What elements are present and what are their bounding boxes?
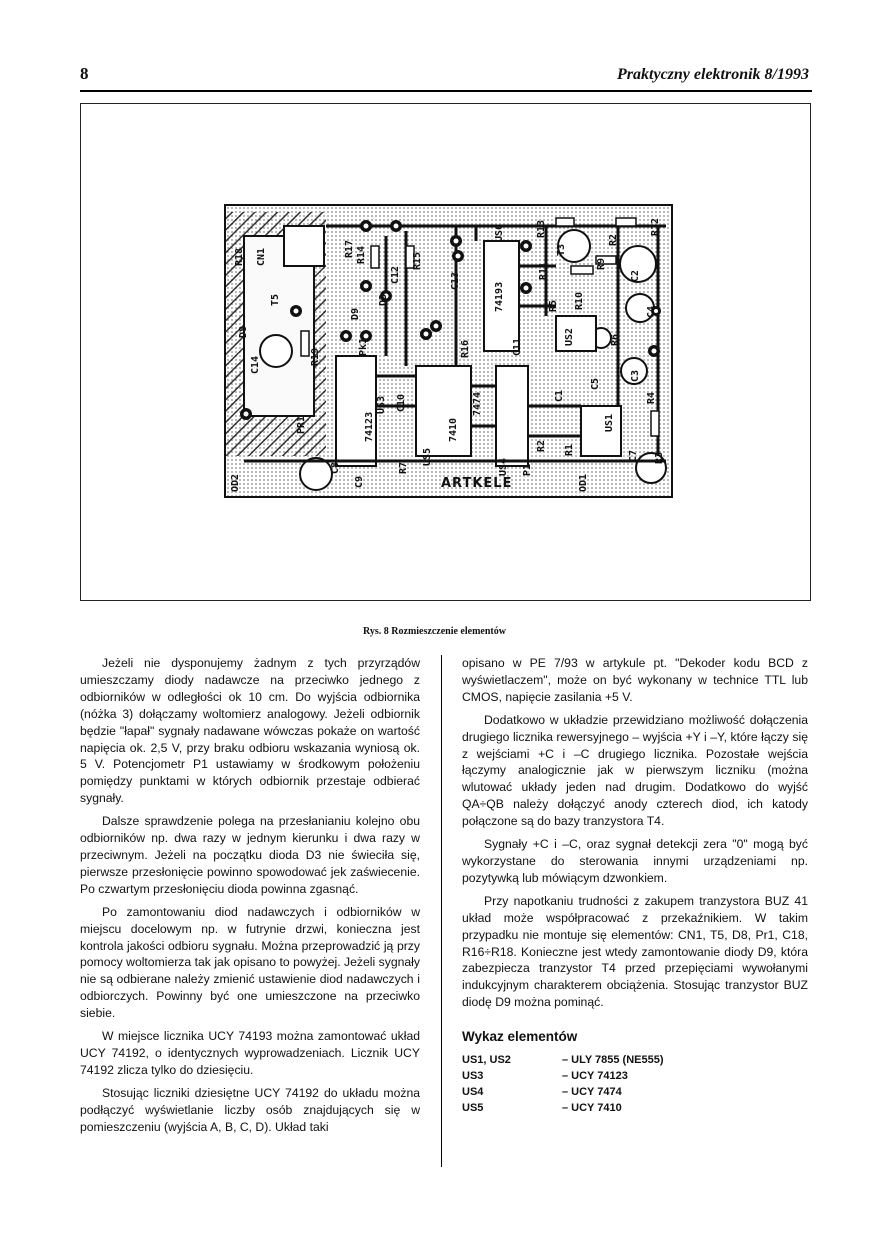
part-ref: US1, US2 (462, 1054, 511, 1067)
pcb-label: C8 (330, 461, 341, 474)
part-ref: US4 (462, 1086, 484, 1099)
pcb-label: R10 (574, 291, 585, 310)
pcb-label: C14 (250, 355, 261, 374)
pcb-label: D3 (378, 293, 389, 306)
pcb-label: R16 (460, 339, 471, 358)
paragraph: Stosując liczniki dziesiętne UCY 74192 do układu można podłączyć wyświetlanie liczby osób znajdujących się w pomieszczeniu (wyjścia A, B, C, D). Układ taki (80, 1085, 420, 1134)
paragraph: W miejsce licznika UCY 74193 można zamontować układ UCY 74192, o identycznych wyprowadzeniach. Licznik UCY 74192 zlicza tylko do dziesięciu. (80, 1029, 420, 1077)
pcb-label: OD2 (230, 473, 241, 492)
pcb-label: R3 (654, 451, 665, 464)
pcb-label: D8 (238, 325, 249, 338)
pcb-label: 74193 (494, 281, 505, 312)
column-divider (441, 655, 442, 1167)
paragraph: Dalsze sprawdzenie polega na przesłanianiu kolejno obu odbiorników np. dwa razy w jednym kierunku i dwa razy w przeciwnym. Jeżeli na początku dioda D3 nie świeciła się, pierwsze przesłonięcie powinno spowodować jek zaświecenie. Po czwartym przesłonięciu dioda powinna zgasnąć. (80, 814, 420, 896)
part-value: – ULY 7855 (NE555) (562, 1054, 664, 1067)
pcb-label: Pk1 (358, 337, 369, 356)
pcb-label: CN1 (256, 247, 267, 266)
pcb-label: R18 (234, 247, 245, 266)
paragraph: Po zamontowaniu diod nadawczych i odbiorników w miejscu docelowym np. w futrynie drzwi, konieczna jest kontrola jakości odbioru sygnału. Można przeprowadzić ją przy pomocy woltomierza tak jak opisano to powyżej. Jeżeli sygnały nie są odbierane należy zmienić ustawienie diod nadawczych i odbiorczych. Powinny być one umieszczone na przeciwko siebie. (80, 904, 420, 1021)
pcb-label: R17 (344, 239, 355, 258)
pcb-label: C13 (450, 271, 461, 290)
page-number: 8 (80, 64, 89, 83)
parts-row (462, 1068, 808, 1084)
pcb-label: T5 (270, 293, 281, 306)
part-ref: US3 (462, 1070, 484, 1083)
paragraph: Jeżeli nie dysponujemy żadnym z tych przyrządów umieszczamy diody nadawcze na przeciwko jednego z odbiorników w odległości ok 10 cm. Do wyjścia odbiornika (nóżka 3) dołączamy woltomierz analogowy. Jeżeli odbiornik będzie "łapał" sygnały nadawane wówczas pokaże on wartość napięcia ok. 2,5 V, przy braku odbioru wskazania wyniosą ok. 5 V. Potencjometr P1 ustawiamy w środkowym położeniu pomiędzy punktami w których odbiornik przestaje odbierać sygnały. (80, 656, 420, 806)
header-rule (80, 90, 812, 92)
pcb-label: C12 (390, 265, 401, 284)
paragraph: opisano w PE 7/93 w artykule pt. "Dekoder kodu BCD z wyświetlaczem", może on być wykonany w technice TTL lub CMOS, napięcie zasilania +5 V. (462, 656, 808, 704)
pcb-label: US4 (498, 457, 509, 476)
pcb-label: 74123 (364, 411, 375, 442)
pcb-label: R7 (398, 461, 409, 474)
left-column (80, 655, 420, 1141)
pcb-label: R4 (646, 391, 657, 404)
pcb-label: R13 (536, 219, 547, 238)
pcb-label: C2 (630, 269, 641, 282)
pcb-label: R19 (310, 347, 321, 366)
pcb-label: R11 (538, 261, 549, 280)
pcb-label: C1 (554, 389, 565, 402)
pcb-label: C7 (628, 449, 639, 462)
pcb-label: PR1 (296, 415, 307, 434)
pcb-label: R14 (356, 245, 367, 264)
pcb-label: R2 (608, 233, 619, 246)
pcb-label: C4 (646, 305, 657, 318)
pcb-label: T3 (556, 243, 567, 256)
part-value: – UCY 74123 (562, 1070, 628, 1083)
pcb-label: US5 (422, 447, 433, 466)
paragraph: Sygnały +C i –C, oraz sygnał detekcji zera "0" mogą być wykorzystane do sterowania innymi urządzeniami np. pozytywką lub mówiącym dzwonkiem. (462, 837, 808, 885)
part-value: – UCY 7474 (562, 1086, 622, 1099)
parts-row (462, 1052, 808, 1068)
pcb-label: 7474 (472, 391, 483, 416)
pcb-label: C11 (512, 337, 523, 356)
parts-row (462, 1100, 808, 1116)
pcb-label: R12 (650, 217, 661, 236)
pcb-label: R2 (536, 439, 547, 452)
pcb-label: US2 (564, 327, 575, 346)
journal-title: Praktyczny elektronik 8/1993 (617, 66, 809, 83)
pcb-label: R15 (412, 251, 423, 270)
pcb-label: US3 (376, 395, 387, 414)
part-ref: US5 (462, 1102, 484, 1115)
pcb-label: OD1 (578, 473, 589, 492)
figure-caption: Rys. 8 Rozmieszczenie elementów (363, 626, 506, 637)
pcb-layout (224, 204, 673, 498)
pcb-label: C3 (630, 369, 641, 382)
pcb-traces (226, 206, 671, 496)
pcb-label: R5 (548, 299, 559, 312)
pcb-label: P1 (522, 463, 533, 476)
pcb-label: 7410 (448, 417, 459, 442)
pcb-label: US6 (494, 223, 505, 242)
paragraph: Przy napotkaniu trudności z zakupem tranzystora BUZ 41 układ może współpracować z przekaźnikiem. W takim przypadku nie montuje się elementów: CN1, T5, D8, Pr1, C18, R16÷R18. Konieczne jest wtedy zamontowanie diody D9, która zabezpiecza tranzystor T4 przed przepięciami wywołanymi indukcyjnym charakterem obciążenia. Stosując tranzystor BUZ diodę D9 można pominąć. (462, 893, 808, 1010)
parts-row (462, 1084, 808, 1100)
pcb-label: R1 (564, 443, 575, 456)
pcb-label: R6 (610, 333, 621, 346)
pcb-label: D9 (350, 307, 361, 320)
right-column (462, 655, 808, 1116)
paragraph: Dodatkowo w układzie przewidziano możliwość dołączenia drugiego licznika rewersyjnego – wyjścia +Y i –Y, które łączy się z wejściami +C i –C drugiego licznika. Pozostałe wejścia łączymy analogicznie jak w pierwszym liczniku (można wlutować układy jeden nad drugim. Dodatkowo do wyjść QA÷QB należy dołączyć anody czterech diod, ich katody połączone są do bazy tranzystora T4. (462, 712, 808, 829)
pcb-label: C9 (354, 475, 365, 488)
part-value: – UCY 7410 (562, 1102, 622, 1115)
pcb-label: C5 (590, 377, 601, 390)
pcb-label: R9 (596, 257, 607, 270)
parts-list-title: Wykaz elementów (462, 1029, 578, 1045)
pcb-board-label: ARTKELE (441, 476, 513, 491)
pcb-label: C10 (396, 393, 407, 412)
pcb-label: US1 (604, 413, 615, 432)
